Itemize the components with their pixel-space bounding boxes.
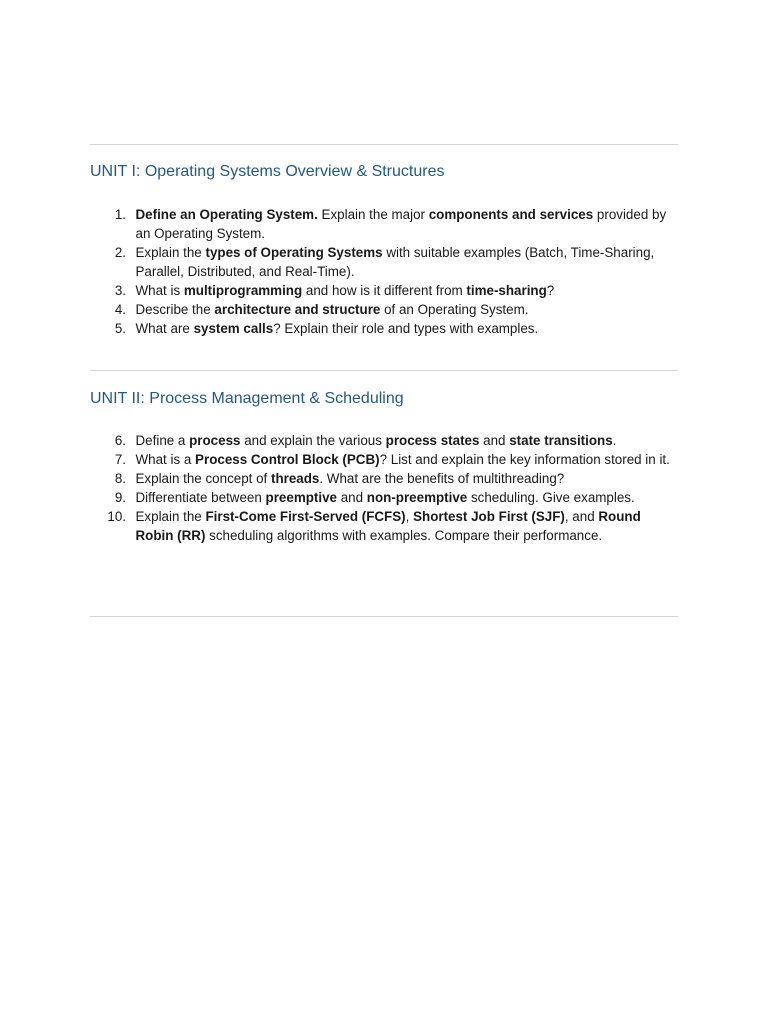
question-text xyxy=(136,283,555,298)
question-text-segment: Explain the xyxy=(135,509,206,524)
question-text xyxy=(136,302,529,317)
question-item xyxy=(90,205,678,243)
question-text-segment: of an Operating System. xyxy=(380,302,529,317)
question-text-segment: ? Explain their role and types with examples. xyxy=(273,321,539,336)
question-text-segment: ? xyxy=(546,283,555,298)
unit-2-heading: UNIT II: Process Management & Scheduling xyxy=(90,390,404,407)
question-number: 7. xyxy=(114,452,126,467)
question-number: 9. xyxy=(114,490,126,505)
question-text-segment: , xyxy=(405,509,414,524)
question-text-segment: , and xyxy=(564,509,599,524)
question-key-term: preemptive xyxy=(265,490,337,505)
question-key-term: process states xyxy=(385,433,480,448)
question-key-term: First-Come First-Served (FCFS) xyxy=(205,509,406,524)
question-item xyxy=(90,507,678,545)
question-text xyxy=(136,452,670,467)
question-text-segment: What is xyxy=(135,283,184,298)
question-text xyxy=(136,207,667,241)
question-key-term: system calls xyxy=(193,321,274,336)
question-text-segment: with suitable examples (Batch, Time-Sharing, Parallel, Distributed, and Real-Time). xyxy=(135,245,655,279)
question-text-segment: ? List and explain the key information stored in it. xyxy=(379,452,670,467)
question-text-segment: What is a xyxy=(135,452,196,467)
question-text-segment: scheduling algorithms with examples. Compare their performance. xyxy=(205,528,603,543)
question-text-segment: and xyxy=(336,490,367,505)
question-key-term: components and services xyxy=(428,207,594,222)
question-text-segment: and explain the various xyxy=(240,433,386,448)
divider-middle xyxy=(90,370,678,371)
question-text-segment: What are xyxy=(135,321,194,336)
divider-top xyxy=(90,144,678,145)
question-text-segment: Explain the xyxy=(135,245,206,260)
question-text-segment: and xyxy=(479,433,510,448)
question-key-term: process xyxy=(189,433,241,448)
question-key-term: state transitions xyxy=(509,433,613,448)
question-number: 2. xyxy=(114,245,126,260)
question-item xyxy=(90,319,678,338)
question-text xyxy=(136,321,539,336)
question-key-term: non-preemptive xyxy=(366,490,468,505)
question-key-term: types of Operating Systems xyxy=(205,245,383,260)
question-text xyxy=(136,433,617,448)
question-text-segment: Differentiate between xyxy=(135,490,266,505)
question-number: 10. xyxy=(107,509,126,524)
question-text-segment: Define a xyxy=(135,433,190,448)
question-text xyxy=(136,509,641,543)
question-item xyxy=(90,243,678,281)
question-text-segment: provided by an Operating System. xyxy=(135,207,667,241)
question-number: 4. xyxy=(114,302,126,317)
question-key-term: time-sharing xyxy=(466,283,547,298)
question-text-segment: and how is it different from xyxy=(302,283,467,298)
question-key-term: architecture and structure xyxy=(214,302,381,317)
question-item xyxy=(90,469,678,488)
question-text-segment: Describe the xyxy=(135,302,215,317)
divider-bottom xyxy=(90,616,678,617)
question-key-term: Round Robin (RR) xyxy=(135,509,641,543)
question-text xyxy=(136,245,655,279)
question-text xyxy=(136,471,565,486)
question-text xyxy=(136,490,635,505)
unit-2-question-list xyxy=(90,431,678,545)
question-text-segment: . xyxy=(612,433,617,448)
unit-1-heading: UNIT I: Operating Systems Overview & Structures xyxy=(90,163,445,180)
question-text-segment: scheduling. Give examples. xyxy=(467,490,635,505)
question-key-term: Define an Operating System. xyxy=(135,207,318,222)
question-key-term: threads xyxy=(270,471,320,486)
question-item xyxy=(90,450,678,469)
question-item xyxy=(90,281,678,300)
question-text-segment: Explain the concept of xyxy=(135,471,271,486)
question-text-segment: Explain the major xyxy=(317,207,429,222)
question-number: 8. xyxy=(114,471,126,486)
question-key-term: Shortest Job First (SJF) xyxy=(413,509,565,524)
question-number: 5. xyxy=(114,321,126,336)
question-item xyxy=(90,300,678,319)
question-text-segment: . What are the benefits of multithreading? xyxy=(319,471,565,486)
question-item xyxy=(90,488,678,507)
question-number: 3. xyxy=(114,283,126,298)
unit-1-question-list xyxy=(90,205,678,338)
question-item xyxy=(90,431,678,450)
question-number: 6. xyxy=(114,433,126,448)
question-number: 1. xyxy=(114,207,126,222)
question-key-term: multiprogramming xyxy=(183,283,303,298)
question-key-term: Process Control Block (PCB) xyxy=(195,452,380,467)
